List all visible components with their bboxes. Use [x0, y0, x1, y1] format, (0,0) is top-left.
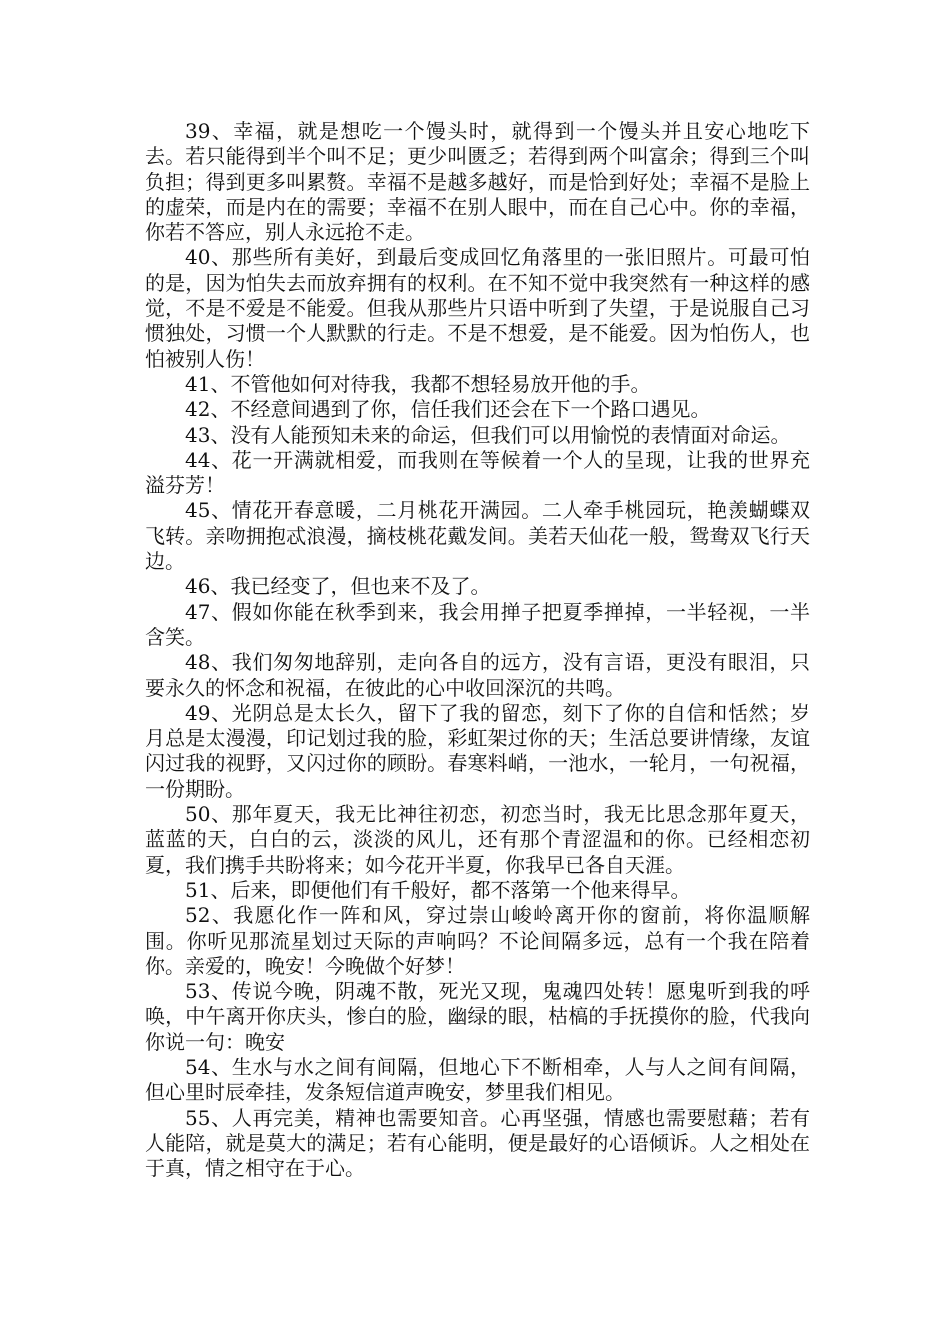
- paragraph-41: 41、不管他如何对待我，我都不想轻易放开他的手。: [185, 371, 651, 396]
- paragraph-45: 45、情花开春意暖，二月桃花开满园。二人牵手桃园玩，艳羡蝴蝶双飞转。亲吻拥抱忒浪漫，摘枝桃花戴发间。美若天仙花一般，鸳鸯双飞行天边。: [145, 498, 810, 574]
- paragraph-42: 42、不经意间遇到了你，信任我们还会在下一个路口遇见。: [185, 397, 711, 422]
- paragraph-39: 39、幸福，就是想吃一个馒头时，就得到一个馒头并且安心地吃下去。若只能得到半个叫不足；更少叫匮乏；若得到两个叫富余；得到三个叫负担；得到更多叫累赘。幸福不是越多越好，而是恰到好处；幸福不是脸上的虚荣，而是内在的需要；幸福不在别人眼中，而在自己心中。你的幸福，你若不答应，别人永远抢不走。: [145, 119, 810, 245]
- paragraph-48: 48、我们匆匆地辞别，走向各自的远方，没有言语，更没有眼泪，只要永久的怀念和祝福，在彼此的心中收回深沉的共鸣。: [145, 650, 810, 700]
- paragraph-50: 50、那年夏天，我无比神往初恋，初恋当时，我无比思念那年夏天，蓝蓝的天，白白的云，淡淡的风儿，还有那个青涩温和的你。已经相恋初夏，我们携手共盼将来；如今花开半夏，你我早已各自天涯。: [145, 802, 810, 877]
- paragraph-47: 47、假如你能在秋季到来，我会用掸子把夏季掸掉，一半轻视，一半含笑。: [145, 599, 810, 649]
- paragraph-43: 43、没有人能预知未来的命运，但我们可以用愉悦的表情面对命运。: [185, 422, 791, 447]
- paragraph-46: 46、我已经变了，但也来不及了。: [185, 574, 491, 599]
- paragraph-52: 52、我愿化作一阵和风，穿过崇山峻岭离开你的窗前，将你温顺解围。你听见那流星划过天际的声响吗？不论间隔多远，总有一个我在陪着你。亲爱的，晚安！今晚做个好梦！: [145, 903, 810, 978]
- paragraph-44: 44、花一开满就相爱，而我则在等候着一个人的呈现，让我的世界充溢芬芳！: [145, 447, 810, 498]
- paragraph-55: 55、人再完美，精神也需要知音。心再坚强，情感也需要慰藉；若有人能陪，就是莫大的满足；若有心能明，便是最好的心语倾诉。人之相处在于真，情之相守在于心。: [145, 1105, 810, 1181]
- paragraph-49: 49、光阴总是太长久，留下了我的留恋，刻下了你的自信和恬然；岁月总是太漫漫，印记划过我的脸，彩虹架过你的天；生活总要讲情缘，友谊闪过我的视野，又闪过你的顾盼。春寒料峭，一池水，一轮月，一句祝福，一份期盼。: [145, 700, 810, 801]
- paragraph-51: 51、后来，即便他们有千般好，都不落第一个他来得早。: [185, 877, 691, 902]
- paragraph-54: 54、生水与水之间有间隔，但地心下不断相牵，人与人之间有间隔，但心里时辰牵挂，发条短信道声晚安，梦里我们相见。: [145, 1054, 810, 1105]
- paragraph-53: 53、传说今晚，阴魂不散，死光又现，鬼魂四处转！愿鬼听到我的呼唤，中午离开你庆头，惨白的脸，幽绿的眼，枯槁的手抚摸你的脸，代我向你说一句：晚安: [145, 979, 810, 1054]
- document-body: [145, 119, 810, 1181]
- paragraph-40: 40、那些所有美好，到最后变成回忆角落里的一张旧照片。可最可怕的是，因为怕失去而放弃拥有的权利。在不知不觉中我突然有一种这样的感觉，不是不爱是不能爱。但我从那些片只语中听到了失望，于是说服自己习惯独处，习惯一个人默默的行走。不是不想爱，是不能爱。因为怕伤人，也怕被别人伤！: [145, 245, 810, 371]
